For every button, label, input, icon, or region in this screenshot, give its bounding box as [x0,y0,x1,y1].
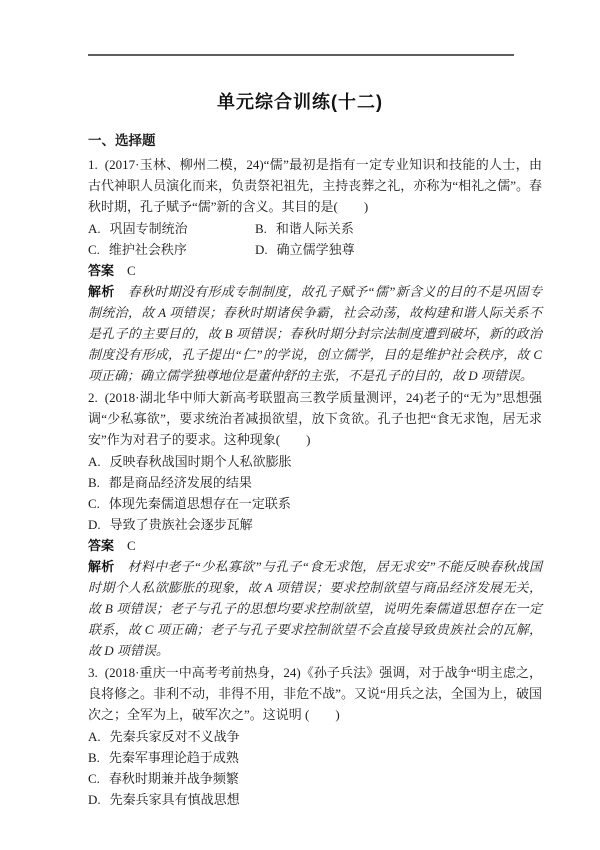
answer-label: 答案 [88,538,115,553]
option-label: A. [88,729,101,744]
option-a [88,451,542,472]
question-stem-text: (2018·湖北华中师大新高考联盟高三教学质量测评，24)老子的“无为”思想强调“少私寡欲”，要求统治者减损欲望，放下贪欲。孔子也把“食无求饱，居无求安”作为对君子的要求。这种现象( ) [88,390,542,447]
option-text: 维护社会秩序 [108,242,187,257]
option-d [88,789,542,810]
option-label: D. [88,792,101,807]
question-3 [88,662,542,810]
analysis-row [88,556,542,661]
option-text: 先秦兵家反对不义战争 [109,729,240,744]
question-stem [88,387,542,450]
answer-label: 答案 [88,263,115,278]
question-number: 2. [88,390,98,405]
option-text: 和谐人际关系 [275,221,354,236]
option-label: C. [88,771,100,786]
analysis-text: 材料中老子“少私寡欲”与孔子“食无求饱，居无求安”不能反映春秋战国时期个人私欲膨胀的现象，故 A 项错误；要求控制欲望与商品经济发展无关，故 B 项错误；老子与孔子的思想均要求控制欲望，说明先秦儒道思想存在一定联系，故 C 项正确；老子与孔子要求控制欲望不会直接导致贵族社会的瓦解，故 D 项错误。 [88,559,542,658]
header-rule [88,54,514,56]
question-number: 3. [88,665,98,680]
question-stem-text: (2017·玉林、柳州二模，24)“儒”最初是指有一定专业知识和技能的人士，由古代神职人员演化而来，负责祭祀祖先，主持丧葬之礼，亦称为“相礼之儒”。春秋时期，孔子赋予“儒”新的含义。其目的是( ) [88,157,542,214]
option-d [88,514,542,535]
option-text: 体现先秦儒道思想存在一定联系 [108,496,291,511]
option-d [255,239,542,260]
question-stem [88,662,542,725]
answer-value: C [127,538,136,553]
analysis-text: 春秋时期没有形成专制制度，故孔子赋予“儒”新含义的目的不是巩固专制统治，故 A 项错误；春秋时期诸侯争霸，社会动荡，故构建和谐人际关系不是孔子的主要目的，故 B 项错误；春秋时期分封宗法制度遭到破坏，新的政治制度没有形成，孔子提出“仁”的学说，创立儒学，目的是维护社会秩序，故 C 项正确；确立儒学独尊地位是董仲舒的主张，不是孔子的目的，故 D 项错误。 [88,284,542,383]
document-content [88,130,542,810]
question-1 [88,154,542,386]
option-c [88,493,542,514]
page-title: 单元综合训练(十二) [217,92,383,112]
question-stem-text: (2018·重庆一中高考考前热身，24)《孙子兵法》强调，对于战争“明主虑之，良将修之。非利不动，非得不用，非危不战”。又说“用兵之法，全国为上，破国次之；全军为上，破军次之”。这说明 ( ) [88,665,542,722]
options-list [88,451,542,535]
option-text: 反映春秋战国时期个人私欲膨胀 [109,454,292,469]
option-label: D. [255,242,268,257]
option-a [88,218,255,239]
answer-value: C [127,263,136,278]
question-stem [88,154,542,217]
option-text: 先秦军事理论趋于成熟 [108,750,239,765]
option-label: D. [88,517,101,532]
option-label: B. [88,750,100,765]
options-grid [88,218,542,260]
option-label: B. [255,221,267,236]
option-label: C. [88,242,100,257]
option-text: 都是商品经济发展的结果 [108,475,252,490]
option-label: A. [88,454,101,469]
option-text: 导致了贵族社会逐步瓦解 [109,517,253,532]
question-2 [88,387,542,661]
option-a [88,726,542,747]
analysis-row [88,281,542,386]
option-text: 确立儒学独尊 [276,242,355,257]
option-label: B. [88,475,100,490]
option-label: C. [88,496,100,511]
option-text: 巩固专制统治 [109,221,188,236]
option-b [88,472,542,493]
option-c [88,768,542,789]
answer-row [88,535,542,556]
option-c [88,239,255,260]
option-label: A. [88,221,101,236]
section-heading: 一、选择题 [88,133,156,148]
option-b [88,747,542,768]
answer-row [88,260,542,281]
analysis-label: 解析 [88,284,115,299]
option-text: 先秦兵家具有慎战思想 [109,792,240,807]
analysis-label: 解析 [88,559,115,574]
options-list [88,726,542,810]
option-text: 春秋时期兼并战争频繁 [108,771,239,786]
option-b [255,218,542,239]
question-number: 1. [88,157,98,172]
